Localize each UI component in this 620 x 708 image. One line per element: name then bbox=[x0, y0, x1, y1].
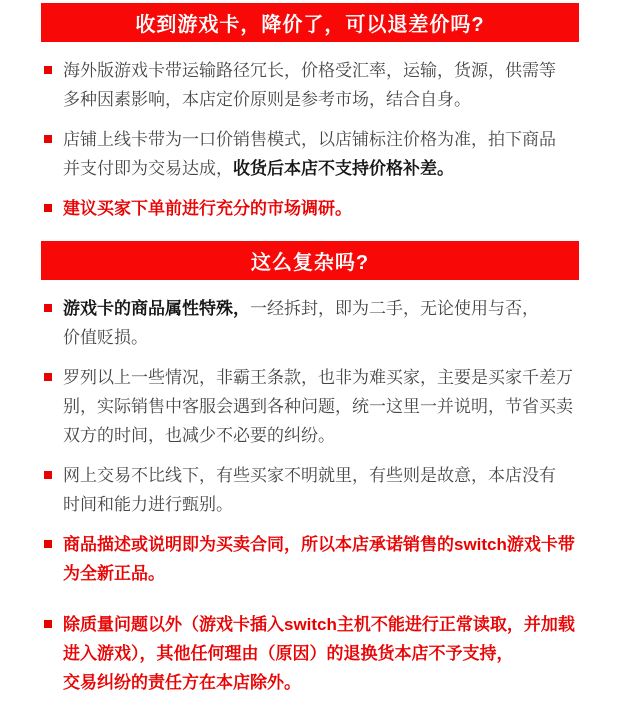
banner-title: 收到游戏卡，降价了，可以退差价吗? bbox=[135, 14, 485, 36]
bullet-square-icon bbox=[44, 540, 52, 548]
bullet-list-price-difference bbox=[44, 42, 580, 223]
bullet-item-warning bbox=[44, 194, 580, 223]
bullet-item bbox=[44, 125, 580, 183]
bullet-item-warning bbox=[44, 530, 580, 588]
bullet-text: 罗列以上一些情况，非霸王条款，也非为难买家，主要是买家千差万 bbox=[63, 368, 573, 387]
bullet-text: 为全新正品。 bbox=[63, 564, 165, 583]
bullet-text-emphasis: 游戏卡的商品属性特殊， bbox=[63, 299, 250, 318]
banner-price-difference-question bbox=[41, 3, 579, 42]
bullet-list-explanation bbox=[44, 280, 580, 697]
bullet-square-icon bbox=[44, 204, 52, 212]
bullet-text: 除质量问题以外（游戏卡插入switch主机不能进行正常读取，并加载 bbox=[63, 615, 575, 634]
bullet-text: 并支付即为交易达成， bbox=[63, 159, 233, 178]
bullet-text: 别，实际销售中客服会遇到各种问题，统一这里一并说明，节省买卖 bbox=[63, 397, 573, 416]
bullet-text: 多种因素影响，本店定价原则是参考市场，结合自身。 bbox=[63, 90, 471, 109]
bullet-item-warning bbox=[44, 610, 580, 697]
bullet-item bbox=[44, 461, 580, 519]
bullet-text: 时间和能力进行甄别。 bbox=[63, 495, 233, 514]
bullet-item bbox=[44, 56, 580, 114]
bullet-square-icon bbox=[44, 135, 52, 143]
banner-so-complicated-question bbox=[41, 241, 579, 280]
bullet-text: 一经拆封，即为二手，无论使用与否， bbox=[250, 299, 539, 318]
bullet-text: 网上交易不比线下，有些买家不明就里，有些则是故意，本店没有 bbox=[63, 466, 556, 485]
bullet-item bbox=[44, 363, 580, 450]
bullet-text: 商品描述或说明即为买卖合同，所以本店承诺销售的switch游戏卡带 bbox=[63, 535, 575, 554]
bullet-text: 进入游戏），其他任何理由（原因）的退换货本店不予支持， bbox=[63, 644, 514, 663]
bullet-square-icon bbox=[44, 471, 52, 479]
bullet-text-emphasis: 收货后本店不支持价格补差。 bbox=[233, 159, 454, 178]
bullet-text: 交易纠纷的责任方在本店除外。 bbox=[63, 673, 301, 692]
bullet-text: 建议买家下单前进行充分的市场调研。 bbox=[63, 199, 352, 218]
bullet-square-icon bbox=[44, 66, 52, 74]
bullet-square-icon bbox=[44, 304, 52, 312]
bullet-text: 价值贬损。 bbox=[63, 328, 148, 347]
bullet-text: 海外版游戏卡带运输路径冗长，价格受汇率，运输，货源，供需等 bbox=[63, 61, 556, 80]
bullet-text: 店铺上线卡带为一口价销售模式，以店铺标注价格为准，拍下商品 bbox=[63, 130, 556, 149]
banner-title: 这么复杂吗? bbox=[250, 252, 370, 274]
bullet-square-icon bbox=[44, 373, 52, 381]
bullet-text: 双方的时间，也减少不必要的纠纷。 bbox=[63, 426, 335, 445]
bullet-item bbox=[44, 294, 580, 352]
bullet-square-icon bbox=[44, 620, 52, 628]
